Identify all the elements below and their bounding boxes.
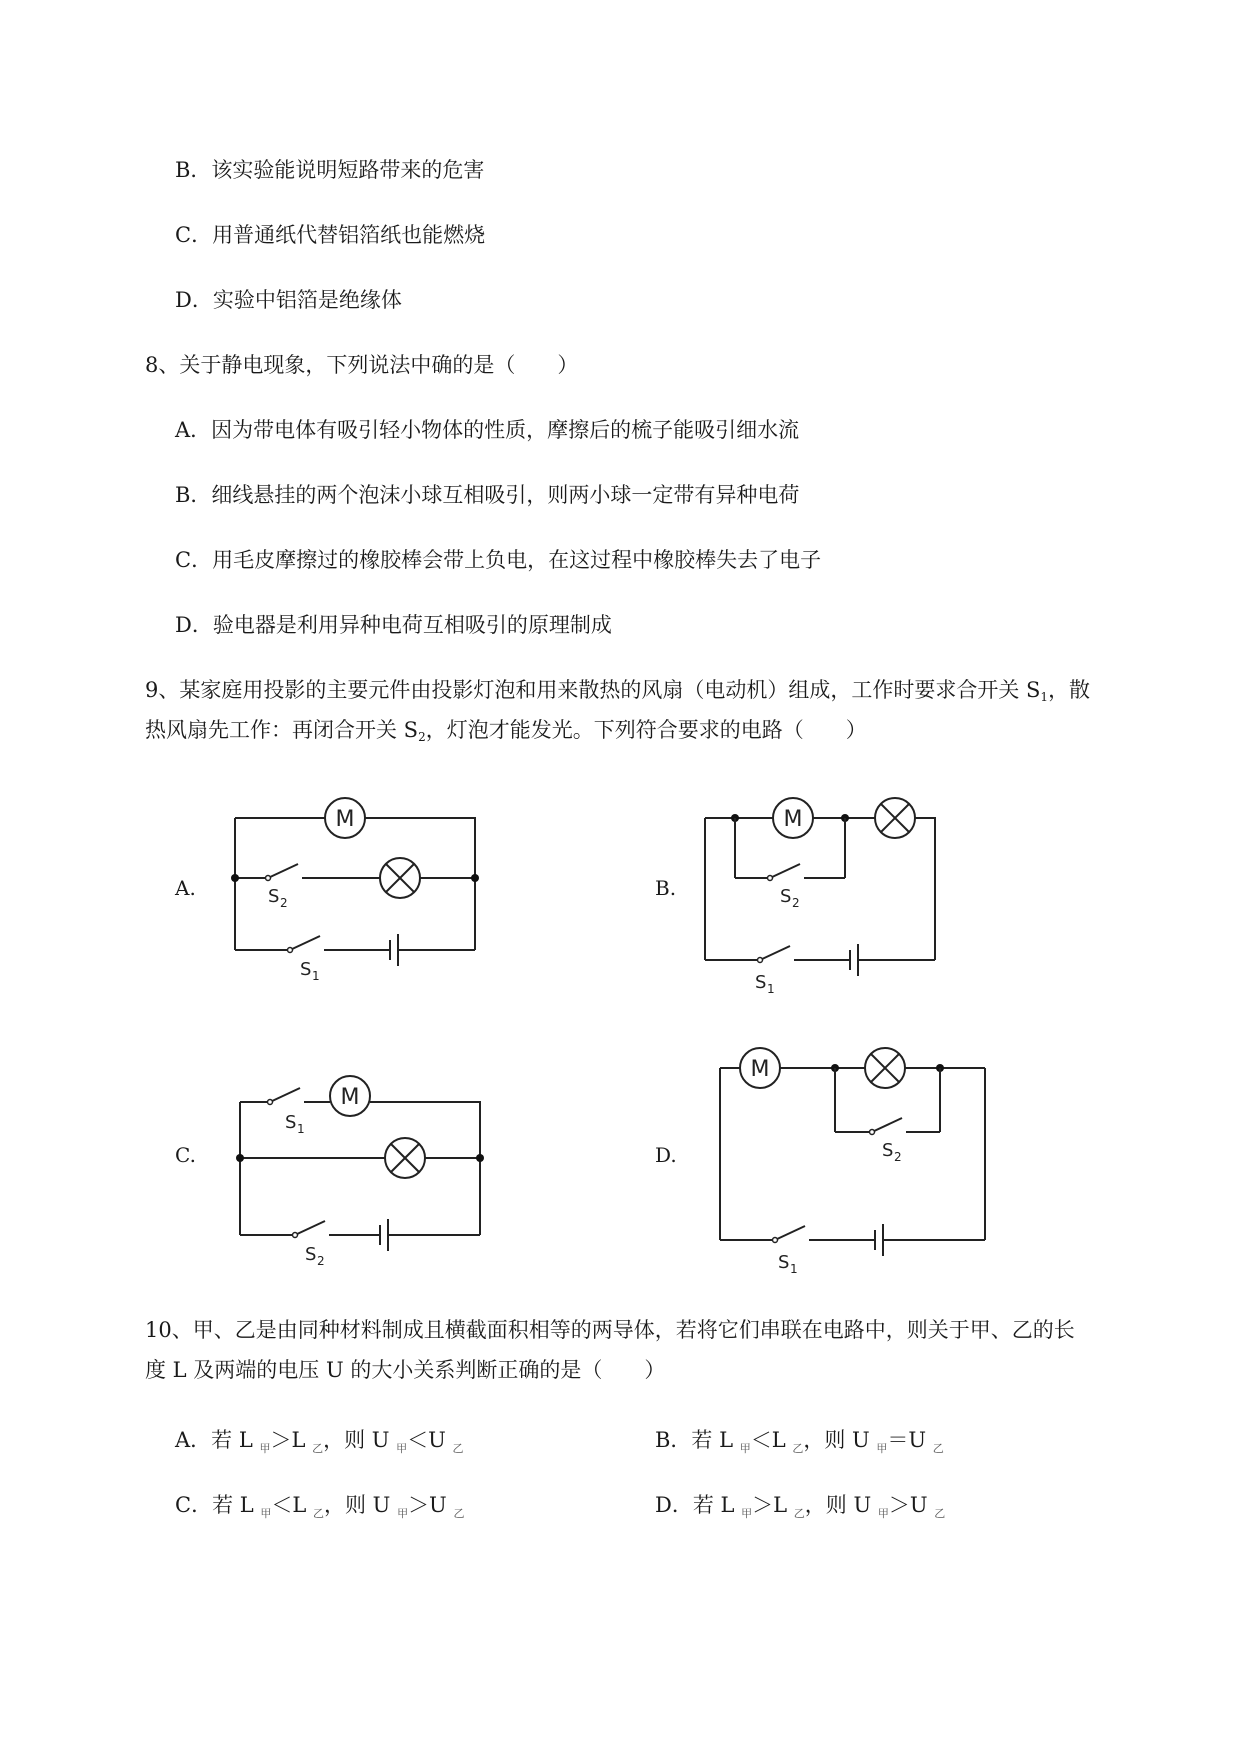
q9-stem-1a: 9、某家庭用投影的主要元件由投影灯泡和用来散热的风扇（电动机）组成，工作时要求合开关 S — [145, 678, 1041, 702]
svg-text:S: S — [882, 1140, 894, 1161]
q10-stem-line-2: 度 L 及两端的电压 U 的大小关系判断正确的是（ ） — [145, 1358, 666, 1382]
q7-option-d: D．实验中铝箔是绝缘体 — [175, 288, 402, 312]
svg-text:2: 2 — [792, 896, 800, 910]
q8-option-a: A．因为带电体有吸引轻小物体的性质，摩擦后的梳子能吸引细水流 — [175, 418, 800, 442]
q10-stem-line-1: 10、甲、乙是由同种材料制成且横截面积相等的两导体，若将它们串联在电路中，则关于甲、乙的长 — [145, 1318, 1075, 1342]
q8-option-d: D．验电器是利用异种电荷互相吸引的原理制成 — [175, 613, 612, 637]
svg-text:S: S — [300, 959, 312, 980]
lamp-icon — [380, 858, 420, 898]
svg-text:S: S — [780, 886, 792, 907]
motor-icon — [325, 798, 365, 838]
diagram-label-d: D. — [655, 1143, 677, 1167]
q7-option-c: C．用普通纸代替铝箔纸也能燃烧 — [175, 223, 486, 247]
q9-stem-2b: ，灯泡才能发光。下列符合要求的电路（ ） — [425, 718, 867, 742]
svg-text:M: M — [783, 807, 803, 832]
svg-text:M: M — [750, 1057, 770, 1082]
lamp-icon — [385, 1138, 425, 1178]
svg-text:1: 1 — [790, 1262, 798, 1276]
circuit-diagram-a — [200, 790, 490, 983]
svg-text:2: 2 — [280, 896, 288, 910]
svg-text:1: 1 — [297, 1122, 305, 1136]
q8-option-b: B．细线悬挂的两个泡沫小球互相吸引，则两小球一定带有异种电荷 — [175, 483, 800, 507]
svg-text:S: S — [285, 1112, 297, 1133]
svg-text:S: S — [268, 886, 280, 907]
svg-text:2: 2 — [317, 1254, 325, 1268]
q10-option-b: B．若 L $_甲$＜L $_乙$，则 U $_甲$＝U $_乙$ — [655, 1428, 944, 1455]
svg-text:1: 1 — [312, 969, 320, 983]
lamp-icon — [875, 798, 915, 838]
svg-text:2: 2 — [894, 1150, 902, 1164]
motor-icon — [330, 1076, 370, 1116]
lamp-icon — [865, 1048, 905, 1088]
circuit-diagram-b — [680, 790, 960, 1000]
svg-text:S: S — [778, 1252, 790, 1273]
q9-stem-1-sub: 1 — [1040, 690, 1049, 704]
circuit-diagram-c — [205, 1060, 495, 1268]
diagram-label-b: B. — [655, 876, 677, 900]
q9-stem-line-2 — [145, 715, 867, 752]
q8-option-c: C．用毛皮摩擦过的橡胶棒会带上负电，在这过程中橡胶棒失去了电子 — [175, 548, 822, 572]
svg-text:M: M — [340, 1085, 360, 1110]
q9-stem-line-1 — [145, 675, 1090, 712]
q9-stem-1b: ，散 — [1048, 678, 1091, 702]
q7-option-b: B．该实验能说明短路带来的危害 — [175, 158, 485, 182]
q8-stem: 8、关于静电现象，下列说法中确的是（ ） — [145, 353, 579, 377]
diagram-label-a: A. — [175, 876, 196, 900]
q10-option-a: A．若 L $_甲$＞L $_乙$，则 U $_甲$＜U $_乙$ — [175, 1428, 464, 1455]
svg-text:S: S — [305, 1244, 317, 1265]
circuit-diagram-d — [700, 1040, 1000, 1276]
q10-option-d: D．若 L $_甲$＞L $_乙$，则 U $_甲$＞U $_乙$ — [655, 1493, 946, 1520]
svg-text:M: M — [335, 807, 355, 832]
svg-text:S: S — [755, 972, 767, 993]
q9-stem-2a: 热风扇先工作：再闭合开关 S — [145, 718, 419, 742]
diagram-label-c: C. — [175, 1143, 196, 1167]
q9-stem-2-sub: 2 — [418, 730, 426, 744]
motor-icon — [740, 1048, 780, 1088]
motor-icon — [773, 798, 813, 838]
svg-text:1: 1 — [767, 982, 775, 996]
q10-option-c: C．若 L $_甲$＜L $_乙$，则 U $_甲$＞U $_乙$ — [175, 1493, 465, 1520]
